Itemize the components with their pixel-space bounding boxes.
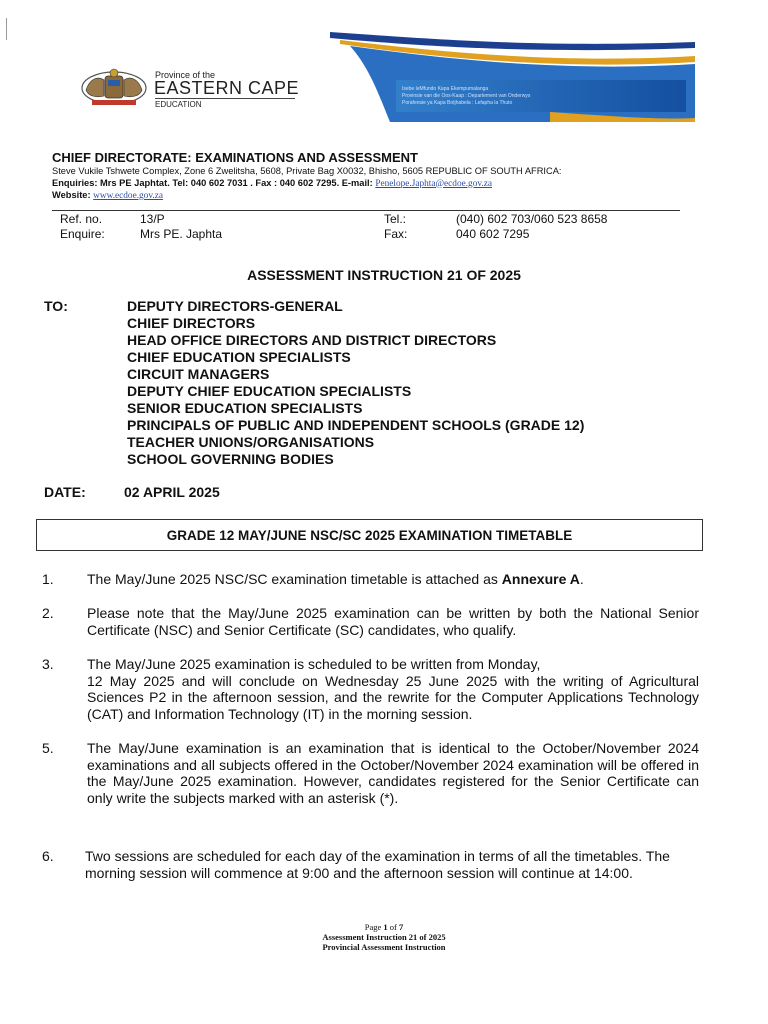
date-value: 02 APRIL 2025: [124, 484, 220, 500]
recipient-item: CHIEF EDUCATION SPECIALISTS: [127, 349, 351, 365]
tel-value: (040) 602 703/060 523 8658: [456, 212, 608, 226]
paragraph-number: 6.: [42, 848, 54, 864]
ref-label: Ref. no.: [60, 212, 103, 226]
department-label: EDUCATION: [155, 100, 202, 109]
paragraph-1: [87, 571, 699, 588]
recipient-item: CIRCUIT MANAGERS: [127, 366, 270, 382]
recipient-item: CHIEF DIRECTORS: [127, 315, 256, 331]
paragraph-5: The May/June examination is an examination that is identical to the October/November 2024 examinations and all subjects offered in the October/November 2024 examination will be offered in the May/June 2025 examination. However, candidates registered for the Senior Certificate can only write the subjects marked with an asterisk (*).: [87, 740, 699, 806]
directorate-address: Steve Vukile Tshwete Complex, Zone 6 Zwelitsha, 5608, Private Bag X0032, Bhisho, 5605 REPUBLIC OF SOUTH AFRICA:: [52, 166, 562, 176]
banner-text-line-3: Porafensie ya Kapa Botjhabela : Lefapha la Thuto: [402, 100, 513, 106]
header-rule: [52, 210, 680, 211]
enquire-label: Enquire:: [60, 227, 105, 241]
coat-of-arms-icon: [78, 66, 150, 108]
paragraph-1-tail: .: [579, 571, 584, 587]
paragraph-3-line-1: The May/June 2025 examination is scheduled to be written from Monday,: [87, 656, 541, 672]
directorate-enquiries: [52, 178, 562, 191]
page-mid: of: [387, 922, 399, 932]
directorate-website: [52, 190, 562, 203]
paragraph-number: 5.: [42, 740, 54, 756]
page-number: 1: [383, 922, 388, 932]
directorate-title: CHIEF DIRECTORATE: EXAMINATIONS AND ASSESSMENT: [52, 150, 418, 165]
recipient-item: DEPUTY CHIEF EDUCATION SPECIALISTS: [127, 383, 412, 399]
recipient-item: HEAD OFFICE DIRECTORS AND DISTRICT DIRECTORS: [127, 332, 497, 348]
fax-value: 040 602 7295: [456, 227, 530, 241]
to-label: TO:: [44, 298, 68, 314]
province-divider: [155, 98, 295, 99]
website-link[interactable]: www.ecdoe.gov.za: [93, 191, 163, 201]
email-link[interactable]: Penelope.Japhta@ecdoe.gov.za: [375, 178, 492, 189]
page-total: 7: [399, 922, 404, 932]
scan-mark: [6, 18, 7, 40]
recipient-item: SCHOOL GOVERNING BODIES: [127, 451, 334, 467]
tel-label: Tel.:: [384, 212, 407, 226]
province-name: EASTERN CAPE: [154, 78, 300, 98]
banner-text-line-2: Provinsie van die Oos-Kaap : Departement van Onderwys: [402, 93, 531, 99]
paragraph-3-text: 12 May 2025 and will conclude on Wednesday 25 June 2025 with the writing of Agricultural Sciences P2 in the afternoon session, and the rewrite for the Computer Applications Technology (CAT) and Information Technology (IT) in the morning session.: [87, 672, 699, 722]
paragraph-3: [87, 656, 699, 722]
ref-value: 13/P: [140, 212, 165, 226]
website-label: Website:: [52, 190, 91, 200]
page-prefix: Page: [364, 922, 384, 932]
page-footer: [0, 922, 768, 952]
paragraph-number: 2.: [42, 605, 54, 621]
banner-text-line-1: Isebe leMfundo Kapa Ekempumalanga: [402, 86, 489, 92]
recipient-item: SENIOR EDUCATION SPECIALISTS: [127, 400, 363, 416]
enquiries-label: Enquiries: Mrs PE Japhtat. Tel: 040 602 7031 . Fax : 040 602 7295. E-mail:: [52, 177, 373, 188]
recipient-item: PRINCIPALS OF PUBLIC AND INDEPENDENT SCHOOLS (GRADE 12): [127, 417, 585, 433]
footer-line-2: Assessment Instruction 21 of 2025: [322, 932, 446, 942]
recipient-item: TEACHER UNIONS/ORGANISATIONS: [127, 434, 375, 450]
paragraph-number: 3.: [42, 656, 54, 672]
province-small-label: Province of the: [155, 70, 216, 80]
paragraph-2: Please note that the May/June 2025 examination can be written by both the National Senior Certificate (NSC) and Senior Certificate (SC) candidates, who qualify.: [87, 605, 699, 638]
paragraph-1-text: The May/June 2025 NSC/SC examination timetable is attached as: [87, 571, 502, 587]
banner-swoosh-graphic: [330, 28, 695, 122]
fax-label: Fax:: [384, 227, 408, 241]
footer-line-3: Provincial Assessment Instruction: [322, 942, 446, 952]
subject-title: GRADE 12 MAY/JUNE NSC/SC 2025 EXAMINATION TIMETABLE: [166, 528, 573, 543]
paragraph-6: Two sessions are scheduled for each day of the examination in terms of all the timetables. The morning session will commence at 9:00 and the afternoon session will continue at 14:00.: [85, 848, 670, 881]
recipients-list: [127, 298, 584, 468]
date-label: DATE:: [44, 484, 86, 500]
recipient-item: DEPUTY DIRECTORS-GENERAL: [127, 298, 343, 314]
enquire-value: Mrs PE. Japhta: [140, 227, 223, 241]
annexure-reference: Annexure A: [501, 571, 580, 587]
instruction-title: ASSESSMENT INSTRUCTION 21 OF 2025: [247, 267, 521, 283]
paragraph-number: 1.: [42, 571, 54, 587]
directorate-contact: [52, 166, 562, 203]
page-number-line: [0, 922, 768, 932]
